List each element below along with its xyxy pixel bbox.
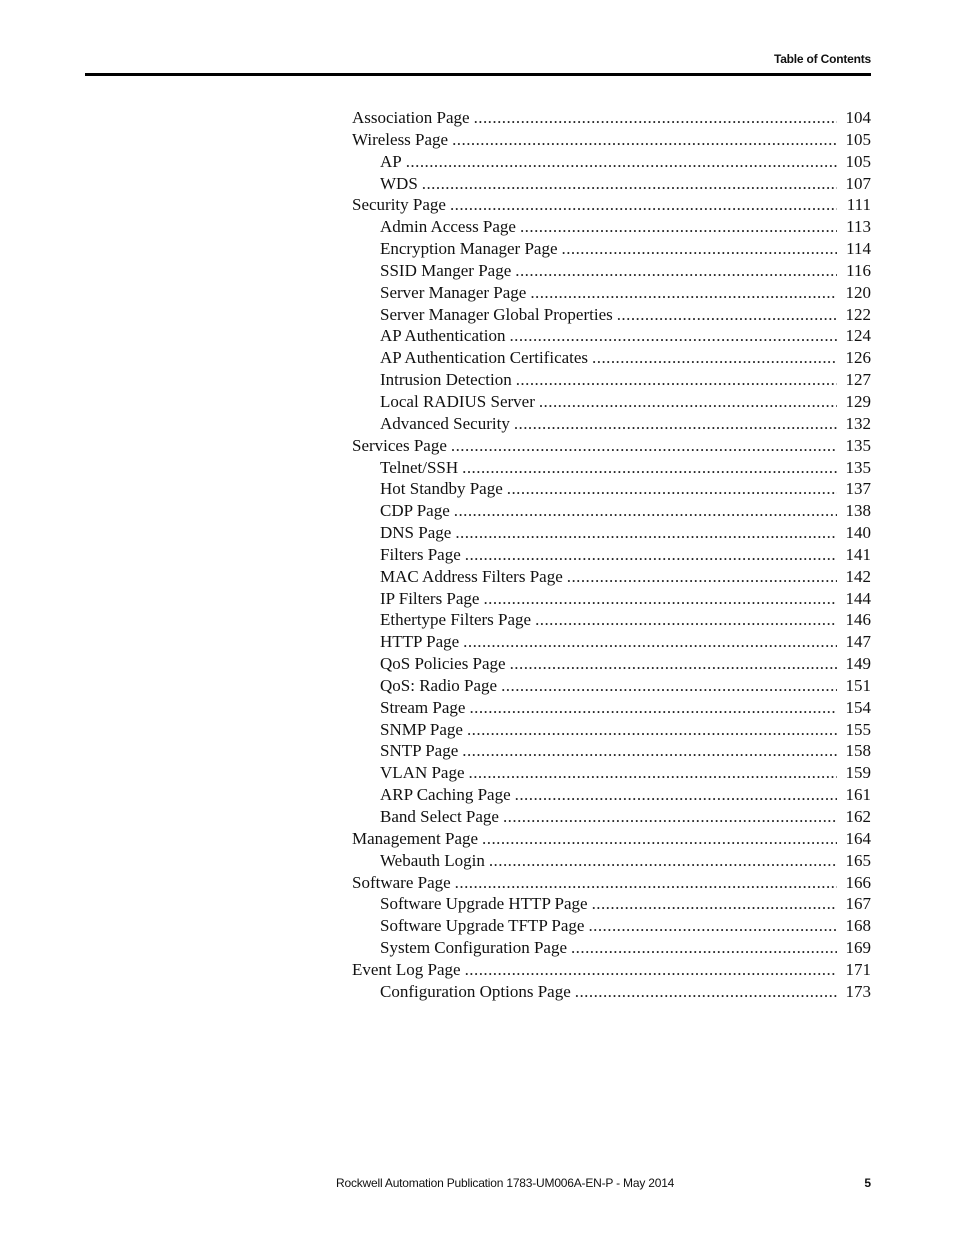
toc-dot-leader (454, 500, 837, 522)
toc-entry-label: Wireless Page (352, 129, 449, 149)
toc-entry-label: DNS Page (380, 523, 452, 543)
toc-entry-page: 135 (845, 435, 871, 455)
footer-publication: Rockwell Automation Publication 1783-UM006A-EN-P - May 2014 (336, 1176, 675, 1190)
toc-entry-label: Association Page (352, 108, 470, 127)
toc-entry-page: 129 (845, 391, 871, 411)
toc-dot-leader (463, 631, 837, 653)
toc-entry-page: 114 (846, 239, 871, 259)
toc-entry-label: Webauth Login (380, 850, 485, 870)
toc-dot-leader (451, 435, 837, 457)
toc-entry[interactable] (352, 850, 871, 872)
toc-entry-page: 154 (845, 697, 871, 717)
toc-entry[interactable] (352, 762, 871, 784)
toc-entry-page: 168 (845, 916, 871, 936)
toc-entry-page: 167 (845, 894, 871, 914)
toc-entry[interactable] (352, 566, 871, 588)
toc-entry-page: 169 (845, 938, 871, 958)
toc-entry-label: Management Page (352, 828, 479, 848)
toc-entry-page: 147 (845, 632, 871, 652)
toc-entry-page: 127 (845, 370, 871, 390)
toc-entry[interactable] (352, 959, 871, 981)
toc-dot-leader (539, 391, 837, 413)
toc-entry-page: 137 (845, 479, 871, 499)
toc-entry-label: Server Manager Page (380, 282, 527, 302)
toc-entry[interactable] (352, 151, 871, 173)
toc-dot-leader (462, 457, 837, 479)
toc-dot-leader (592, 893, 837, 915)
toc-entry-page: 122 (845, 304, 871, 324)
toc-entry-label: VLAN Page (380, 763, 465, 783)
toc-entry-label: QoS Policies Page (380, 654, 506, 674)
toc-entry-page: 124 (845, 326, 871, 346)
toc-dot-leader (474, 107, 837, 129)
toc-entry-page: 120 (845, 282, 871, 302)
toc-dot-leader (535, 609, 837, 631)
toc-entry[interactable] (352, 937, 871, 959)
toc-dot-leader (510, 653, 837, 675)
toc-entry-page: 171 (845, 959, 871, 979)
footer-page-number: 5 (864, 1176, 871, 1190)
toc-dot-leader (530, 282, 837, 304)
toc-dot-leader (515, 260, 837, 282)
toc-entry-page: 151 (845, 675, 871, 695)
toc-entry-page: 116 (846, 260, 871, 280)
toc-entry-page: 107 (845, 173, 871, 193)
toc-entry-label: WDS (380, 173, 418, 193)
toc-entry-page: 140 (845, 523, 871, 543)
toc-entry[interactable] (352, 719, 871, 741)
toc-entry-label: Services Page (352, 435, 447, 455)
toc-dot-leader (575, 981, 837, 1003)
toc-entry-page: 155 (845, 719, 871, 739)
toc-entry[interactable] (352, 325, 871, 347)
toc-dot-leader (520, 216, 837, 238)
toc-entry-label: Telnet/SSH (380, 457, 459, 477)
toc-dot-leader (406, 151, 837, 173)
toc-entry-label: Band Select Page (380, 807, 499, 826)
toc-dot-leader (515, 784, 837, 806)
toc-entry[interactable] (352, 806, 871, 828)
toc-dot-leader (465, 959, 837, 981)
toc-entry-page: 113 (846, 217, 871, 237)
toc-dot-leader (567, 566, 837, 588)
toc-entry[interactable] (352, 391, 871, 413)
toc-entry[interactable] (352, 369, 871, 391)
toc-entry-label: Configuration Options Page (380, 981, 571, 1001)
toc-entry-page: 146 (845, 610, 871, 630)
toc-entry[interactable] (352, 173, 871, 195)
toc-entry-label: Security Page (352, 195, 446, 215)
toc-dot-leader (482, 828, 837, 850)
toc-entry-page: 149 (845, 654, 871, 674)
toc-entry[interactable] (352, 500, 871, 522)
toc-dot-leader (501, 675, 837, 697)
toc-entry-label: Software Page (352, 872, 451, 892)
toc-entry[interactable] (352, 544, 871, 566)
toc-entry-page: 111 (846, 195, 871, 215)
toc-dot-leader (514, 413, 837, 435)
toc-entry-label: QoS: Radio Page (380, 675, 498, 695)
toc-entry[interactable] (352, 915, 871, 937)
toc-entry[interactable] (352, 784, 871, 806)
toc-entry[interactable] (352, 457, 871, 479)
toc-dot-leader (452, 129, 837, 151)
toc-entry-page: 161 (845, 785, 871, 805)
toc-dot-leader (469, 762, 837, 784)
toc-dot-leader (465, 544, 837, 566)
toc-entry[interactable] (352, 631, 871, 653)
toc-entry-label: IP Filters Page (380, 588, 480, 608)
toc-entry-label: ARP Caching Page (380, 785, 511, 805)
toc-entry-label: Server Manager Global Properties (380, 304, 613, 324)
toc-dot-leader (455, 522, 837, 544)
toc-dot-leader (462, 740, 837, 762)
toc-dot-leader (509, 325, 837, 347)
toc-entry-page: 138 (845, 501, 871, 521)
toc-entry-page: 135 (845, 457, 871, 477)
toc-entry[interactable] (352, 435, 871, 457)
toc-entry-label: Ethertype Filters Page (380, 610, 532, 630)
toc-entry-page: 164 (845, 828, 871, 848)
toc-entry[interactable] (352, 522, 871, 544)
toc-entry[interactable] (352, 107, 871, 129)
toc-entry[interactable] (352, 872, 871, 894)
header-rule (85, 73, 871, 76)
toc-entry-page: 105 (845, 129, 871, 149)
toc-entry[interactable] (352, 893, 871, 915)
toc-entry[interactable] (352, 282, 871, 304)
toc-entry-label: AP (380, 151, 402, 171)
toc-entry-page: 158 (845, 741, 871, 761)
toc-entry-label: Encryption Manager Page (380, 239, 558, 259)
toc-entry-page: 104 (845, 108, 871, 127)
toc-entry-label: Filters Page (380, 544, 461, 564)
toc-dot-leader (455, 872, 837, 894)
toc-dot-leader (469, 697, 837, 719)
toc-entry[interactable] (352, 413, 871, 435)
toc-dot-leader (422, 173, 837, 195)
toc-entry-label: Event Log Page (352, 959, 461, 979)
toc-dot-leader (483, 588, 837, 610)
toc-entry-label: Advanced Security (380, 413, 510, 433)
toc-dot-leader (503, 806, 837, 828)
toc-entry[interactable] (352, 238, 871, 260)
toc-entry-label: SNTP Page (380, 741, 459, 761)
toc-entry-label: Software Upgrade HTTP Page (380, 894, 588, 914)
toc-entry-page: 165 (845, 850, 871, 870)
toc-dot-leader (467, 719, 837, 741)
toc-entry-label: AP Authentication Certificates (380, 348, 589, 368)
toc-entry-label: System Configuration Page (380, 938, 567, 958)
toc-dot-leader (450, 194, 837, 216)
toc-dot-leader (562, 238, 838, 260)
toc-dot-leader (588, 915, 837, 937)
toc-entry-page: 142 (845, 566, 871, 586)
toc-entry-label: SNMP Page (380, 719, 463, 739)
toc-dot-leader (617, 304, 837, 326)
running-header-title: Table of Contents (773, 52, 871, 66)
toc-entry[interactable] (352, 260, 871, 282)
toc-entry[interactable] (352, 347, 871, 369)
toc-entry-label: Admin Access Page (380, 217, 516, 237)
toc-entry[interactable] (352, 609, 871, 631)
toc-entry[interactable] (352, 675, 871, 697)
toc-entry[interactable] (352, 653, 871, 675)
toc-entry-label: HTTP Page (380, 632, 460, 652)
toc-entry-label: Software Upgrade TFTP Page (380, 916, 585, 936)
toc-entry-page: 132 (845, 413, 871, 433)
toc-entry[interactable] (352, 129, 871, 151)
toc-dot-leader (516, 369, 837, 391)
toc-dot-leader (592, 347, 837, 369)
toc-entry-page: 173 (845, 981, 871, 1001)
toc-entry-page: 159 (845, 763, 871, 783)
toc-entry-page: 162 (845, 807, 871, 826)
table-of-contents (352, 107, 871, 1003)
toc-entry-page: 141 (845, 544, 871, 564)
toc-entry-label: CDP Page (380, 501, 450, 521)
toc-entry-label: MAC Address Filters Page (380, 566, 563, 586)
toc-entry[interactable] (352, 740, 871, 762)
toc-entry[interactable] (352, 588, 871, 610)
toc-entry[interactable] (352, 478, 871, 500)
toc-entry-label: AP Authentication (380, 326, 506, 346)
toc-entry-label: Intrusion Detection (380, 370, 512, 390)
toc-entry-page: 105 (845, 151, 871, 171)
toc-dot-leader (571, 937, 837, 959)
toc-entry[interactable] (352, 828, 871, 850)
toc-entry[interactable] (352, 216, 871, 238)
toc-entry-label: Hot Standby Page (380, 479, 503, 499)
toc-entry-page: 144 (845, 588, 871, 608)
toc-dot-leader (507, 478, 837, 500)
toc-entry-label: Stream Page (380, 697, 466, 717)
toc-entry-page: 126 (845, 348, 871, 368)
toc-entry-label: Local RADIUS Server (380, 391, 535, 411)
toc-entry-page: 166 (845, 872, 871, 892)
toc-dot-leader (489, 850, 837, 872)
toc-entry[interactable] (352, 697, 871, 719)
toc-entry[interactable] (352, 194, 871, 216)
toc-entry-label: SSID Manger Page (380, 260, 512, 280)
toc-entry[interactable] (352, 304, 871, 326)
toc-entry[interactable] (352, 981, 871, 1003)
